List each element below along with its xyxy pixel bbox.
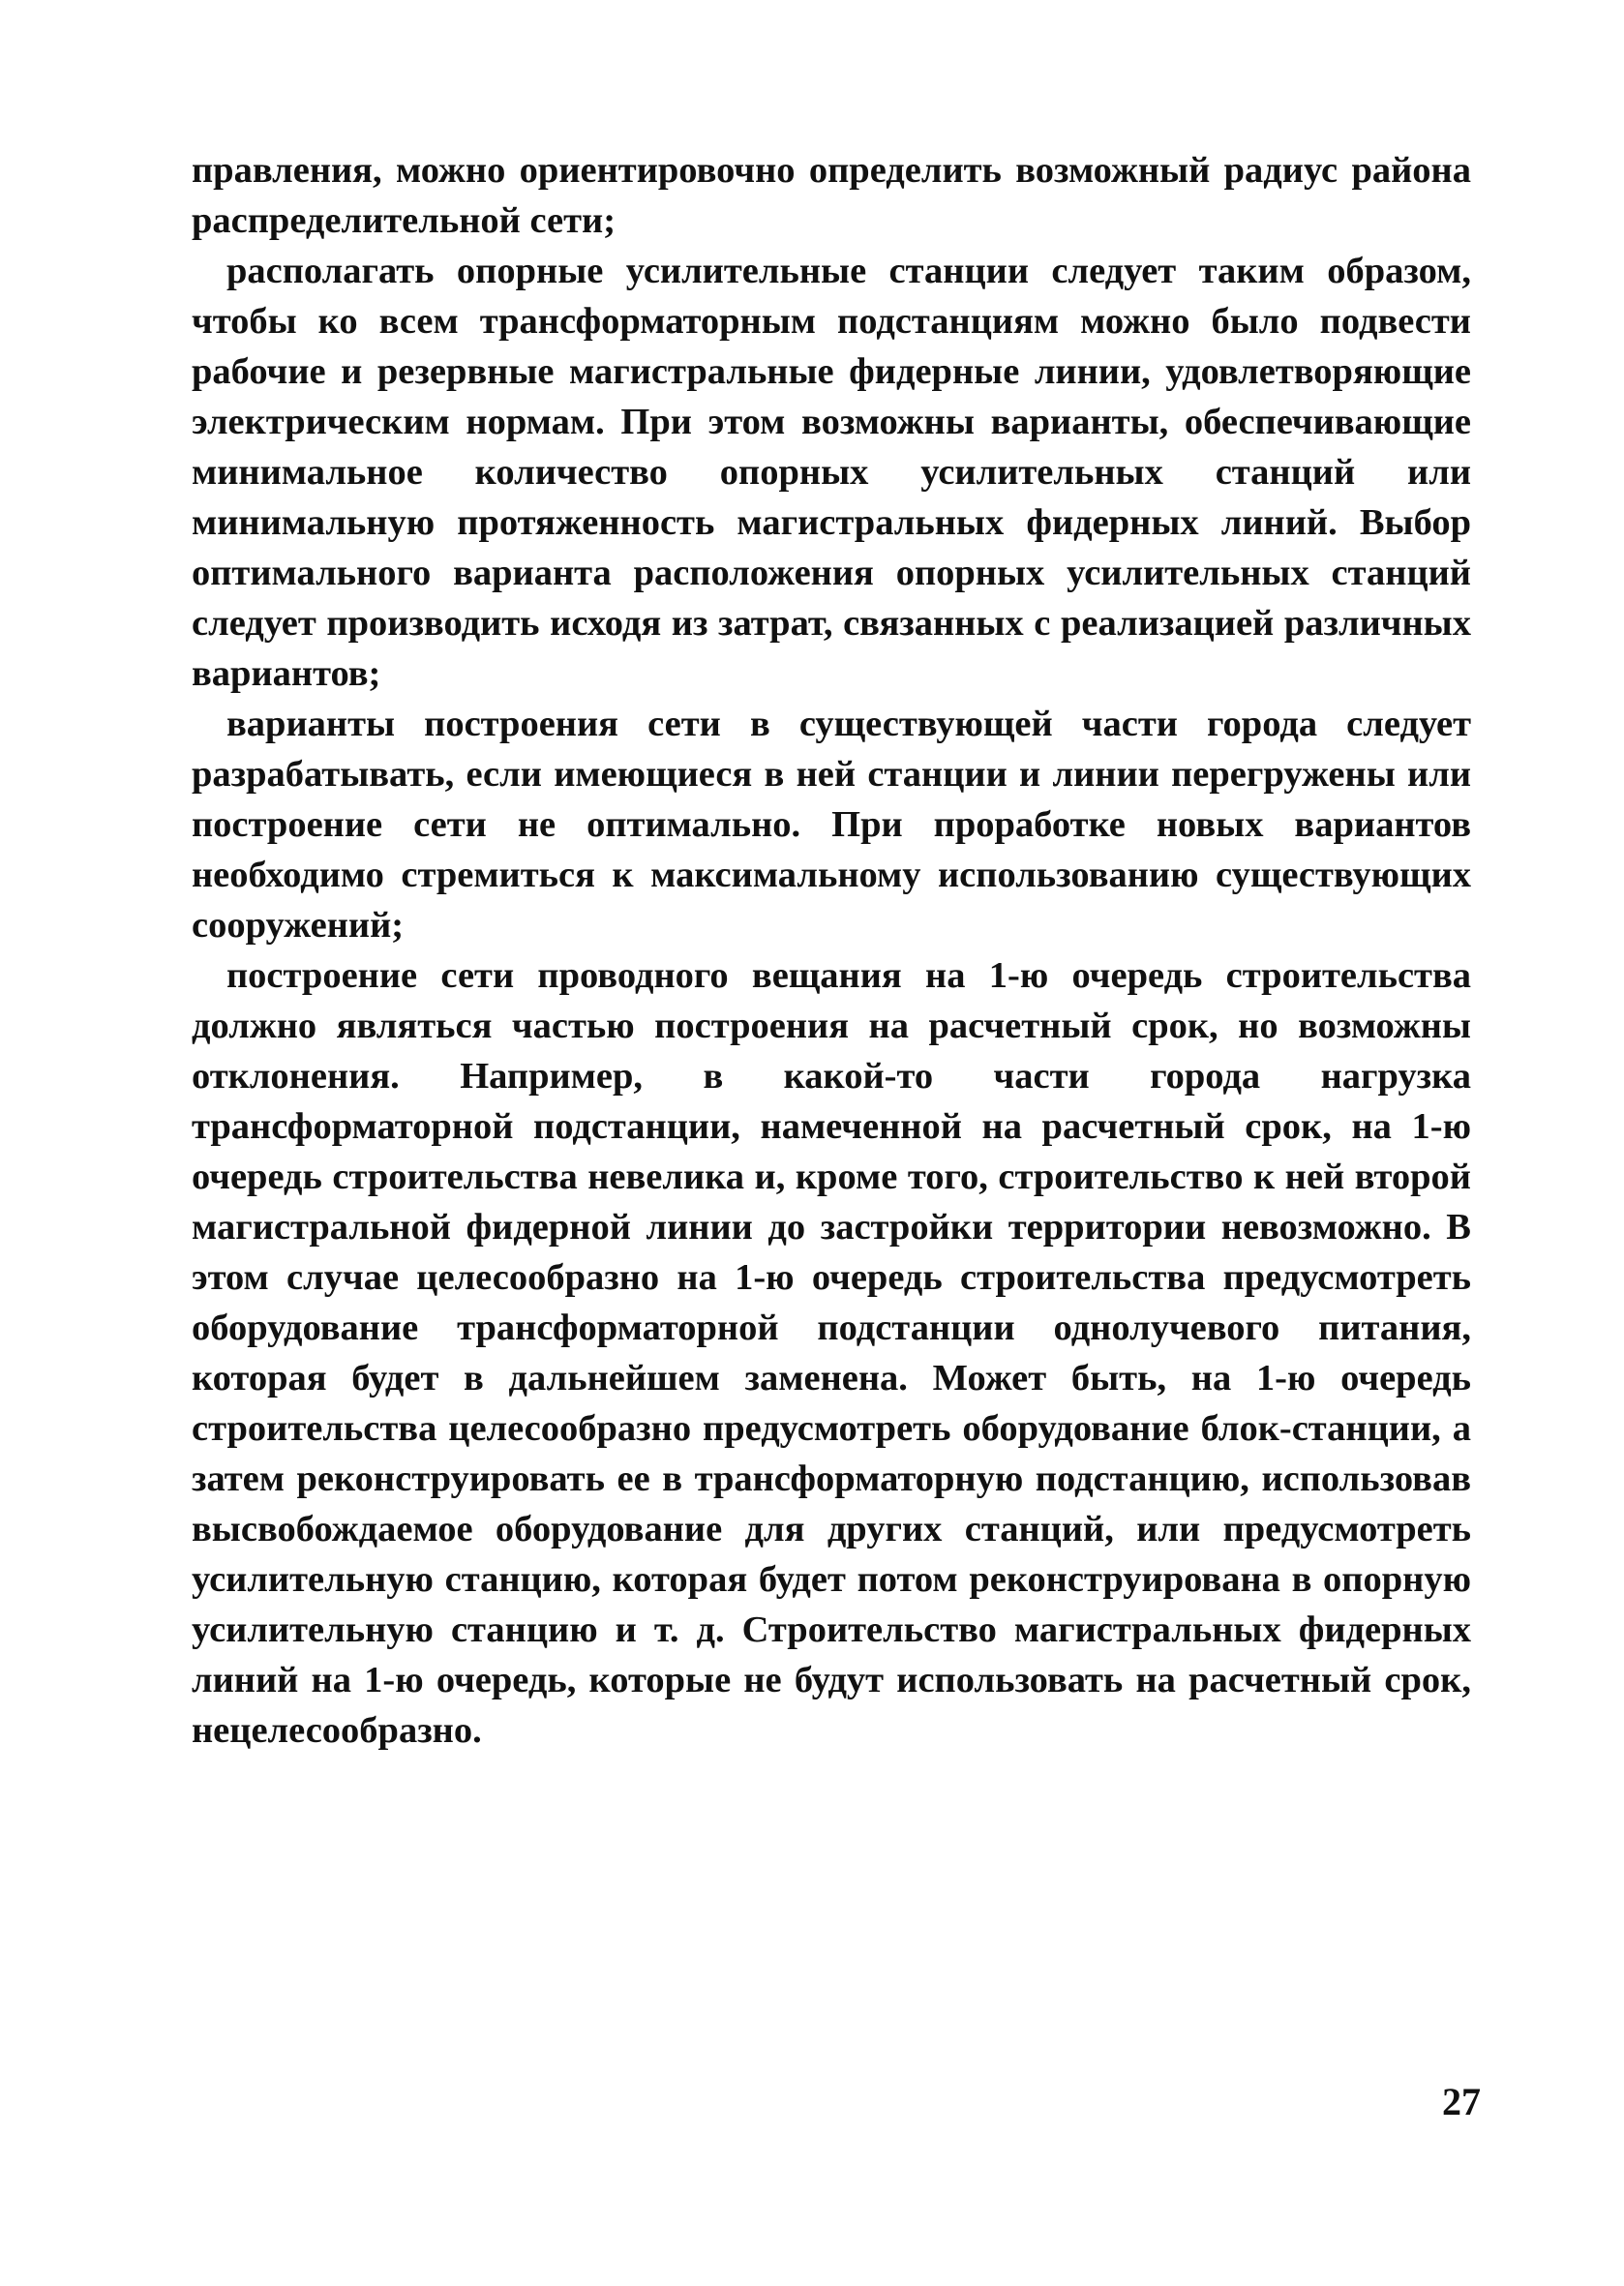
paragraph-1: правления, можно ориентировочно определить возможный радиус района распределительной сети;	[192, 150, 1471, 241]
paragraph-3: варианты построения сети в существующей части города следует разрабатывать, если имеющиеся в ней станции и линии перегружены или построение сети не оптимально. При проработке новых вариантов необходимо стремиться к максимальному использованию существующих сооружений;	[192, 704, 1471, 946]
paragraph-2: располагать опорные усилительные станции следует таким образом, чтобы ко всем трансформаторным подстанциям можно было подвести рабочие и резервные магистральные фидерные линии, удовлетворяющие электрическим нормам. При этом возможны варианты, обеспечивающие минимальное количество опорных усилительных станций или минимальную протяженность магистральных фидерных линий. Выбор оптимального варианта расположения опорных усилительных станций следует производить исходя из затрат, связанных с реализацией различных вариантов;	[192, 251, 1471, 694]
paragraph-4: построение сети проводного вещания на 1-ю очередь строительства должно являться частью построения на расчетный срок, но возможны отклонения. Например, в какой-то части города нагрузка трансформаторной подстанции, намеченной на расчетный срок, на 1-ю очередь строительства невелика и, кроме того, строительство к ней второй магистральной фидерной линии до застройки территории невозможно. В этом случае целесообразно на 1-ю очередь строительства предусмотреть оборудование трансформаторной подстанции однолучевого питания, которая будет в дальнейшем заменена. Может быть, на 1-ю очередь строительства целесообразно предусмотреть оборудование блок-станции, а затем реконструировать ее в трансформаторную подстанцию, использовав высвобождаемое оборудование для других станций, или предусмотреть усилительную станцию, которая будет потом реконструирована в опорную усилительную станцию и т. д. Строительство магистральных фидерных линий на 1-ю очередь, которые не будут использовать на расчетный срок, нецелесообразно.	[192, 955, 1471, 1751]
page-number: 27	[1442, 2080, 1481, 2123]
page-body-text	[192, 145, 1471, 1756]
